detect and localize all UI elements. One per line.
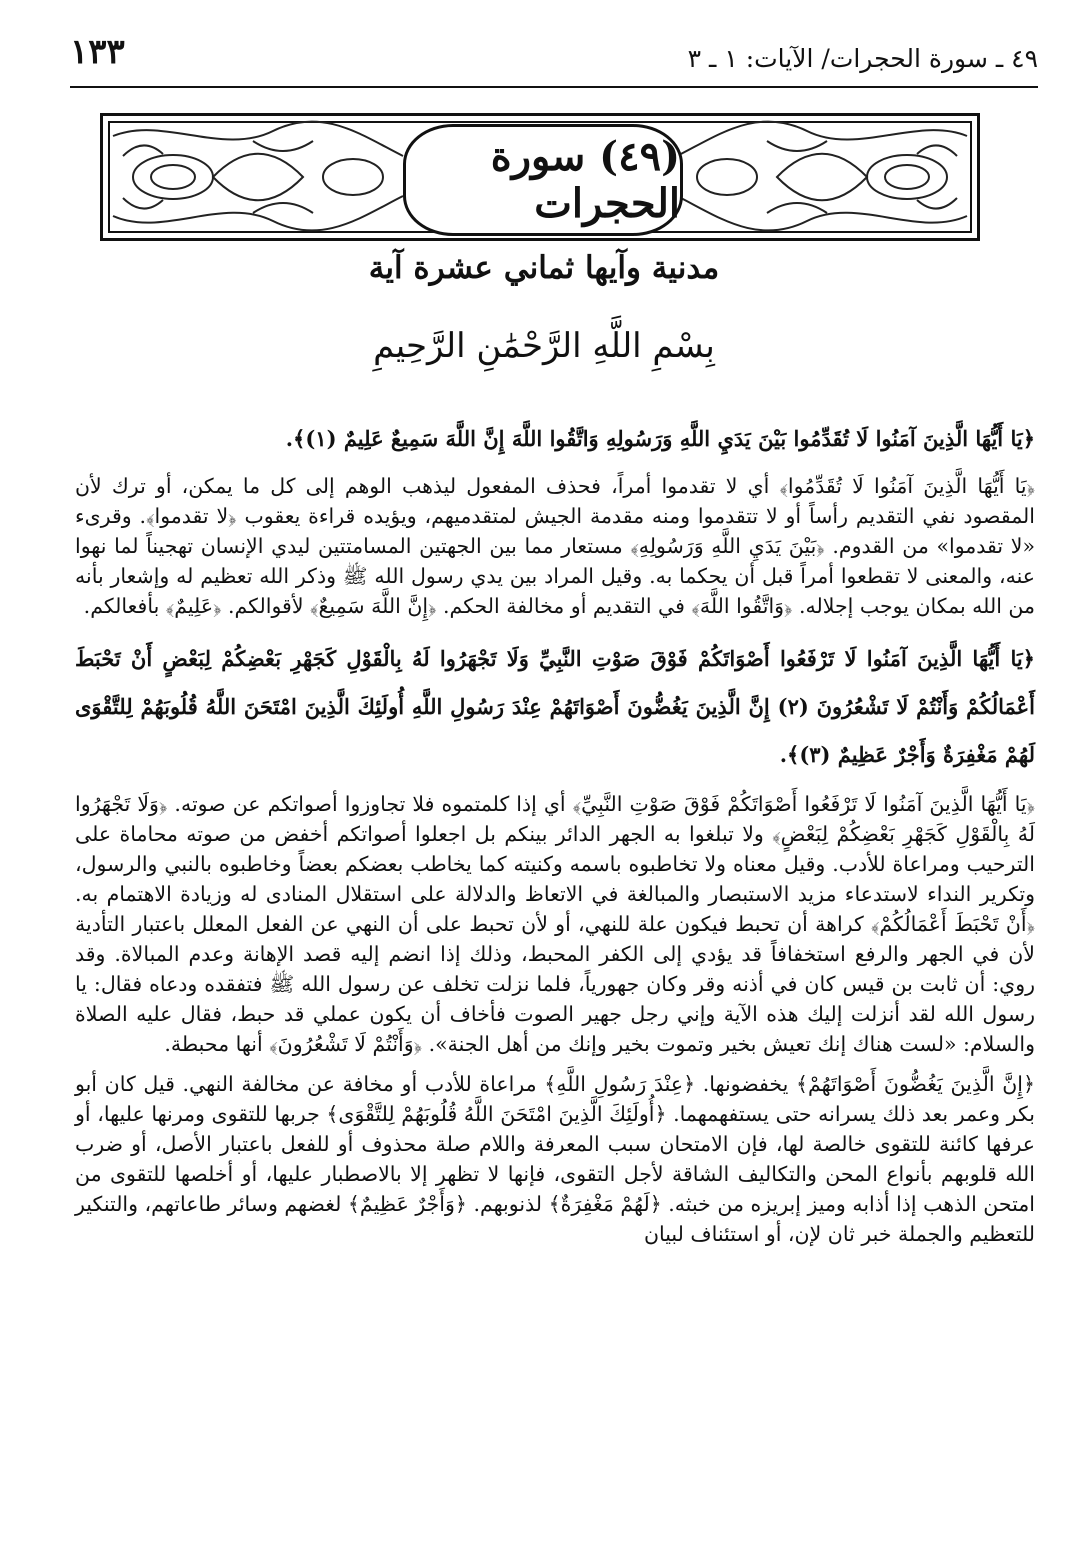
surah-title: (٤٩) سورة الحجرات bbox=[490, 133, 680, 227]
commentary-2: ﴿يَا أَيُّهَا الَّذِينَ آمَنُوا لَا تَرْفَعُوا أَصْوَاتَكُمْ فَوْقَ صَوْتِ النَّبِيِّ﴾ أي إذا كلمتموه فلا تجاوزوا أصواتكم عن صوته. ﴿وَلَا تَجْهَرُوا لَهُ بِالْقَوْلِ كَجَهْرِ بَعْضِكُمْ لِبَعْضٍ﴾ ولا تبلغوا به الجهر الدائر بينكم بل اجعلوا أصواتكم أخفض من صوته محاماة على الترحيب ومراعاة للأدب. وقيل معناه ولا تخاطبوه باسمه وكنيته كما يخاطب بعضكم بعضاً وخاطبوه بالنبي والرسول، وتكرير النداء لاستدعاء مزيد الاستبصار والمبالغة في الاتعاظ والدلالة على استقلال المنادى له وزيادة الاهتمام به. ﴿أَنْ تَحْبَطَ أَعْمَالُكُمْ﴾ كراهة أن تحبط فيكون علة للنهي، أو لأن تحبط على أن النهي عن الفعل المعلل باعتبار التأدية لأن في الجهر والرفع استخفافاً قد يؤدي إلى الكفر المحبط، وذلك إذا انضم إليه قصد الإهانة وعدم المبالاة. وقد روي: أن ثابت بن قيس كان في أذنه وقر وكان جهورياً، فلما نزلت تخلف عن رسول الله ﷺ فتفقده ودعاه فقال: يا رسول الله لقد أنزلت إليك هذه الآية وإني رجل جهير الصوت فأخاف أن يكون عملي قد حبط، فقال عليه الصلاة والسلام: «لست هناك إنك تعيش بخير وتموت بخير وإنك من أهل الجنة». ﴿وَأَنْتُمْ لَا تَشْعُرُونَ﴾ أنها محبطة. bbox=[75, 792, 1035, 1056]
verse-2-3: ﴿يَا أَيُّهَا الَّذِينَ آمَنُوا لَا تَرْفَعُوا أَصْوَاتَكُمْ فَوْقَ صَوْتِ النَّبِيِّ وَلَا تَجْهَرُوا لَهُ بِالْقَوْلِ كَجَهْرِ بَعْضِكُمْ لِبَعْضٍ أَنْ تَحْبَطَ أَعْمَالُكُمْ وَأَنْتُمْ لَا تَشْعُرُونَ (٢) إِنَّ الَّذِينَ يَغُضُّونَ أَصْوَاتَهُمْ عِنْدَ رَسُولِ اللَّهِ أُولَئِكَ الَّذِينَ امْتَحَنَ اللَّهُ قُلُوبَهُمْ لِلتَّقْوَى لَهُمْ مَغْفِرَةٌ وَأَجْرٌ عَظِيمٌ (٣)﴾. bbox=[75, 646, 1035, 767]
body-text bbox=[75, 416, 1035, 1259]
commentary-3: ﴿إِنَّ الَّذِينَ يَغُضُّونَ أَصْوَاتَهُمْ﴾ يخفضونها. ﴿عِنْدَ رَسُولِ اللَّهِ﴾ مراعاة للأدب أو مخافة عن مخالفة النهي. قيل كان أبو بكر وعمر بعد ذلك يسرانه حتى يستفهمهما. ﴿أُولَئِكَ الَّذِينَ امْتَحَنَ اللَّهُ قُلُوبَهُمْ لِلتَّقْوَى﴾ جربها للتقوى ومرنها عليها، أو عرفها كائنة للتقوى خالصة لها، فإن الامتحان سبب المعرفة واللام صلة محذوف أو للفعل باعتبار الأصل، أو ضرب الله قلوبهم بأنواع المحن والتكاليف الشاقة لأجل التقوى، فإنها لا تظهر إلا بالاصطبار عليها، أو أخلصها للتقوى من امتحن الذهب إذا أذابه وميز إبريزه من خبثه. ﴿لَهُمْ مَغْفِرَةٌ﴾ لذنوبهم. ﴿وَأَجْرٌ عَظِيمٌ﴾ لغضهم وسائر طاعاتهم، والتنكير للتعظيم والجملة خبر ثان لإن، أو استئناف لبيان bbox=[75, 1072, 1035, 1246]
title-cartouche bbox=[403, 124, 683, 236]
page-number: ١٣٣ bbox=[70, 32, 125, 72]
surah-subtitle: مدنية وآيها ثماني عشرة آية bbox=[368, 250, 720, 286]
running-head bbox=[70, 30, 1038, 88]
commentary-1: ﴿يَا أَيُّهَا الَّذِينَ آمَنُوا لَا تُقَدِّمُوا﴾ أي لا تقدموا أمراً، فحذف المفعول ليذهب الوهم إلى كل ما يمكن، أو ترك لأن المقصود نفي التقديم رأساً أو لا تتقدموا ومنه مقدمة الجيش لمتقدميهم، ويؤيده قراءة يعقوب ﴿لا تقدموا﴾. وقرىء «لا تقدموا» من القدوم. ﴿بَيْنَ يَدَيِ اللَّهِ وَرَسُولِهِ﴾ مستعار مما بين الجهتين المسامتتين ليدي الإنسان تهجيناً لما نهوا عنه، والمعنى لا تقطعوا أمراً قبل أن يحكما به. وقيل المراد بين يدي رسول الله ﷺ وذكر الله تعظيم له وإشعار بأنه من الله بمكان يوجب إجلاله. ﴿وَاتَّقُوا اللَّهَ﴾ في التقديم أو مخالفة الحكم. ﴿إِنَّ اللَّهَ سَمِيعٌ﴾ لأقوالكم. ﴿عَلِيمٌ﴾ بأفعالكم. bbox=[75, 474, 1035, 618]
right-arabesque-ornament bbox=[677, 121, 967, 230]
surah-banner bbox=[100, 113, 980, 241]
left-arabesque-ornament bbox=[113, 121, 403, 230]
basmala: بِسْمِ اللَّهِ الرَّحْمَٰنِ الرَّحِيمِ bbox=[373, 326, 715, 366]
verse-1: ﴿يَا أَيُّهَا الَّذِينَ آمَنُوا لَا تُقَدِّمُوا بَيْنَ يَدَيِ اللَّهِ وَرَسُولِهِ وَاتَّقُوا اللَّهَ إِنَّ اللَّهَ سَمِيعٌ عَلِيمٌ (١)﴾. bbox=[285, 426, 1035, 451]
running-head-title: ٤٩ ـ سورة الحجرات/ الآيات: ١ ـ ٣ bbox=[687, 44, 1038, 73]
